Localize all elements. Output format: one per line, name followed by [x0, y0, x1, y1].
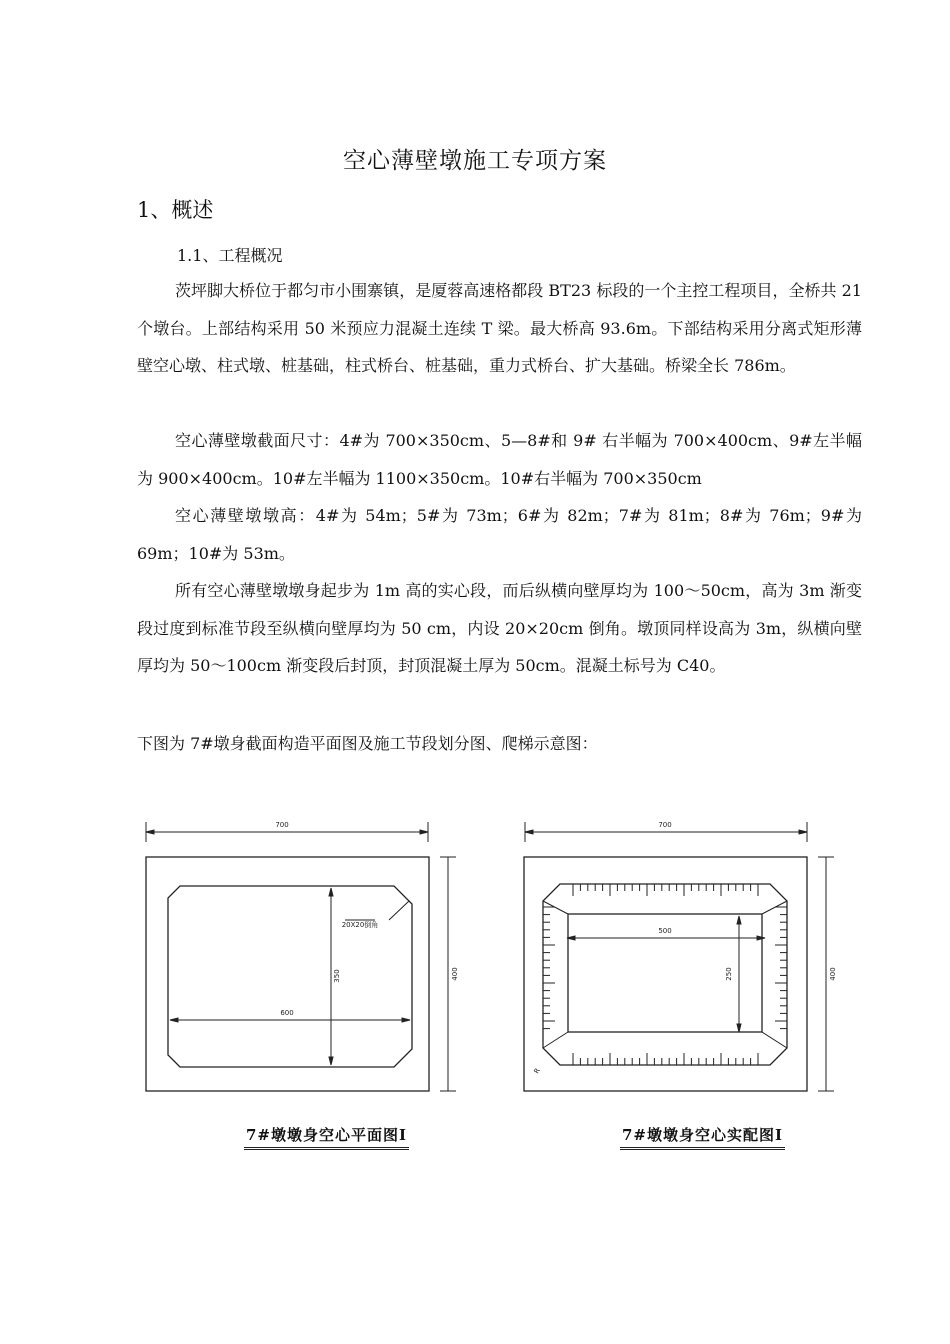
section-plan-drawing	[135, 810, 465, 1110]
paragraph-overview: 茨坪脚大桥位于都匀市小围寨镇，是厦蓉高速格都段 BT23 标段的一个主控工程项目，全桥共 21 个墩台。上部结构采用 50 米预应力混凝土连续 T 梁。最大桥高 93.6m。下部结构采用分离式矩形薄壁空心墩、柱式墩、桩基础，柱式桥台、桩基础，重力式桥台、扩大基础。桥梁全长 786m。	[137, 281, 862, 375]
inner-height-dimension	[737, 916, 741, 1032]
right-dimension-label: 400	[451, 967, 459, 981]
section-heading: 1、概述	[137, 198, 214, 222]
inner-width-dimension	[567, 936, 765, 940]
subsection-heading: 1.1、工程概况	[177, 246, 283, 265]
figure-right-caption: 7#墩墩身空心实配图I	[620, 1124, 785, 1150]
inner-height-label: 350	[333, 969, 341, 983]
inner-width-dimension	[170, 1018, 410, 1022]
right-dimension-label: 400	[829, 967, 837, 981]
inner-width-label: 500	[658, 927, 672, 935]
top-dimension-label: 700	[275, 821, 289, 829]
document-title: 空心薄壁墩施工专项方案	[343, 148, 607, 174]
paragraph-section-size: 空心薄壁墩截面尺寸：4#为 700×350cm、5—8#和 9# 右半幅为 700×400cm、9#左半幅为 900×400cm。10#左半幅为 1100×350cm。10#右半幅为 700×350cm	[137, 431, 862, 488]
inner-height-label: 250	[725, 967, 733, 981]
outer-outline	[524, 857, 807, 1091]
wall-outer-outline	[543, 884, 787, 1065]
chamfer-leader	[345, 901, 409, 920]
ladder-arrangement-drawing	[515, 810, 845, 1110]
paragraph-pier-height: 空心薄壁墩墩高：4#为 54m；5#为 73m；6#为 82m；7#为 81m；8#为 76m；9#为 69m；10#为 53m。	[137, 506, 862, 563]
chamfer-note: 20X20倒角	[341, 921, 379, 929]
corner-mark: R	[532, 1066, 542, 1076]
top-dimension-label: 700	[658, 821, 672, 829]
inner-width-label: 600	[280, 1009, 294, 1017]
figure-intro: 下图为 7#墩身截面构造平面图及施工节段划分图、爬梯示意图：	[137, 734, 598, 753]
hollow-outline	[168, 886, 412, 1067]
ladder-rungs	[543, 884, 787, 1065]
chamfer-lines	[543, 901, 787, 1048]
paragraph-wall-thickness: 所有空心薄壁墩墩身起步为 1m 高的实心段，而后纵横向壁厚均为 100～50cm，高为 3m 渐变段过度到标准节段至纵横向壁厚均为 50 cm，内设 20×20cm 倒角。墩顶同样设高为 3m，纵横向壁厚均为 50～100cm 渐变段后封顶，封顶混凝土厚为 50cm。混凝土标号为 C40。	[137, 581, 862, 675]
outer-outline	[146, 857, 429, 1091]
figure-left-caption: 7#墩墩身空心平面图I	[244, 1124, 409, 1150]
